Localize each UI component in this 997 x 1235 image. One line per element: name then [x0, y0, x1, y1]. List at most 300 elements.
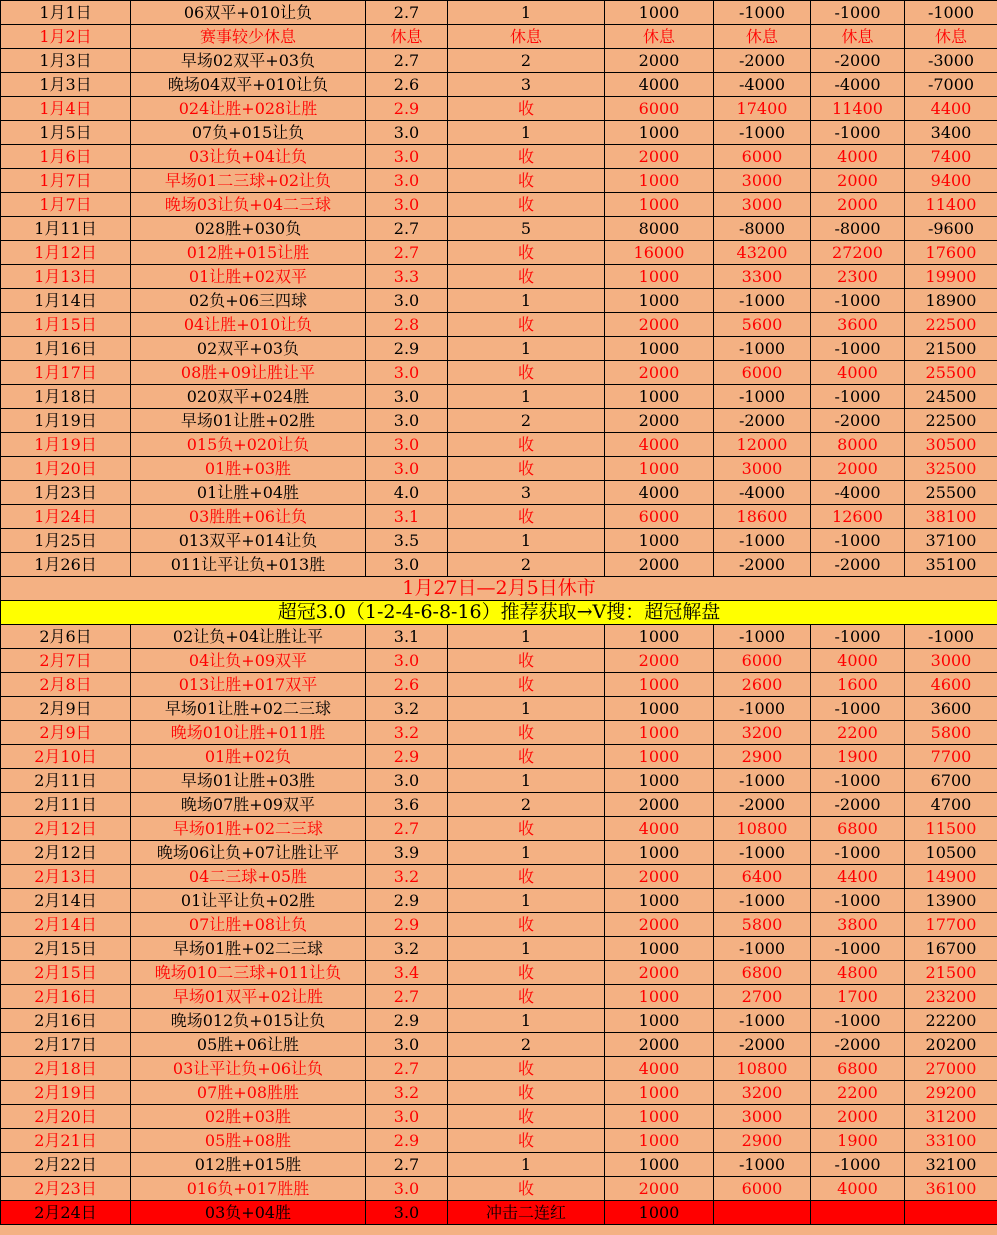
- table-row: [1, 937, 997, 961]
- cell-stake: 2000: [605, 145, 714, 169]
- cell-stake: 1000: [605, 1, 714, 25]
- cell-stake: 2000: [605, 913, 714, 937]
- cell-total: 27000: [905, 1057, 997, 1081]
- cell-total: -3000: [905, 49, 997, 73]
- cell-stake: 4000: [605, 817, 714, 841]
- cell-result: 10800: [714, 817, 811, 841]
- cell-total: 38100: [905, 505, 997, 529]
- table-row-pending: [1, 1201, 997, 1225]
- cell-odds: 3.0: [366, 649, 448, 673]
- cell-profit: 4800: [811, 961, 905, 985]
- cell-odds: 3.3: [366, 265, 448, 289]
- cell-stake-level: 1: [448, 769, 605, 793]
- cell-pick: 03让负+04让负: [131, 145, 366, 169]
- cell-pick: 03负+04胜: [131, 1201, 366, 1225]
- table-row: [1, 433, 997, 457]
- cell-result: -1000: [714, 769, 811, 793]
- cell-total: 17600: [905, 241, 997, 265]
- cell-pick: 早场01让胜+03胜: [131, 769, 366, 793]
- cell-total: -7000: [905, 73, 997, 97]
- cell-date: 2月14日: [1, 913, 131, 937]
- cell-result: 6000: [714, 649, 811, 673]
- cell-stake: 2000: [605, 553, 714, 577]
- cell-profit: 2000: [811, 457, 905, 481]
- cell-odds: 2.7: [366, 1057, 448, 1081]
- table-row: [1, 913, 997, 937]
- cell-pick: 晚场06让负+07让胜让平: [131, 841, 366, 865]
- cell-date: 2月19日: [1, 1081, 131, 1105]
- cell-stake: 2000: [605, 409, 714, 433]
- cell-profit: 6800: [811, 817, 905, 841]
- cell-result: 3000: [714, 457, 811, 481]
- cell-result: -8000: [714, 217, 811, 241]
- cell-odds: 3.2: [366, 721, 448, 745]
- cell-date: 2月9日: [1, 721, 131, 745]
- cell-pick: 晚场03让负+04二三球: [131, 193, 366, 217]
- table-row: [1, 481, 997, 505]
- cell-stake-level: 收: [448, 145, 605, 169]
- cell-date: 2月21日: [1, 1129, 131, 1153]
- cell-stake: 1000: [605, 1201, 714, 1225]
- cell-total: [905, 1201, 997, 1225]
- cell-pick: 早场01让胜+02胜: [131, 409, 366, 433]
- cell-stake-level: 收: [448, 913, 605, 937]
- cell-odds: 3.4: [366, 961, 448, 985]
- market-closed-notice: 1月27日—2月5日休市: [1, 577, 997, 601]
- cell-profit: -4000: [811, 481, 905, 505]
- cell-odds: 2.7: [366, 241, 448, 265]
- table-row: [1, 361, 997, 385]
- cell-profit: 4400: [811, 865, 905, 889]
- cell-odds: 2.9: [366, 97, 448, 121]
- cell-result: 休息: [714, 25, 811, 49]
- cell-date: 1月18日: [1, 385, 131, 409]
- cell-result: -2000: [714, 409, 811, 433]
- cell-result: -1000: [714, 625, 811, 649]
- cell-total: 14900: [905, 865, 997, 889]
- cell-stake: 1000: [605, 937, 714, 961]
- cell-odds: 2.9: [366, 1129, 448, 1153]
- cell-stake: 4000: [605, 481, 714, 505]
- cell-pick: 04让负+09双平: [131, 649, 366, 673]
- cell-stake: 1000: [605, 265, 714, 289]
- cell-stake-level: 3: [448, 73, 605, 97]
- table-row: [1, 625, 997, 649]
- cell-profit: -1000: [811, 529, 905, 553]
- cell-stake: 6000: [605, 97, 714, 121]
- table-row: [1, 217, 997, 241]
- cell-stake-level: 收: [448, 505, 605, 529]
- cell-stake-level: 收: [448, 1105, 605, 1129]
- cell-date: 2月12日: [1, 817, 131, 841]
- cell-stake-level: 收: [448, 193, 605, 217]
- table-row: [1, 97, 997, 121]
- cell-stake: 休息: [605, 25, 714, 49]
- cell-profit: -1000: [811, 289, 905, 313]
- cell-profit: 2200: [811, 721, 905, 745]
- cell-pick: 早场01双平+02让胜: [131, 985, 366, 1009]
- cell-pick: 05胜+06让胜: [131, 1033, 366, 1057]
- table-row: [1, 385, 997, 409]
- cell-pick: 01让胜+04胜: [131, 481, 366, 505]
- cell-stake: 1000: [605, 721, 714, 745]
- cell-odds: 2.7: [366, 985, 448, 1009]
- cell-total: 32500: [905, 457, 997, 481]
- table-row: [1, 265, 997, 289]
- table-row: [1, 457, 997, 481]
- cell-stake-level: 收: [448, 169, 605, 193]
- cell-result: [714, 1201, 811, 1225]
- cell-date: 2月13日: [1, 865, 131, 889]
- cell-odds: 3.0: [366, 1033, 448, 1057]
- cell-stake: 1000: [605, 169, 714, 193]
- cell-profit: 3600: [811, 313, 905, 337]
- cell-odds: 休息: [366, 25, 448, 49]
- cell-odds: 2.6: [366, 73, 448, 97]
- table-row: [1, 505, 997, 529]
- cell-date: 1月2日: [1, 25, 131, 49]
- cell-total: 10500: [905, 841, 997, 865]
- table-row: [1, 745, 997, 769]
- cell-pick: 晚场04双平+010让负: [131, 73, 366, 97]
- cell-odds: 2.9: [366, 913, 448, 937]
- cell-stake: 1000: [605, 769, 714, 793]
- cell-stake: 1000: [605, 697, 714, 721]
- table-row: [1, 1009, 997, 1033]
- cell-odds: 3.0: [366, 409, 448, 433]
- cell-odds: 3.0: [366, 1177, 448, 1201]
- cell-pick: 07负+015让负: [131, 121, 366, 145]
- cell-profit: -2000: [811, 793, 905, 817]
- cell-total: 22500: [905, 409, 997, 433]
- table-row: [1, 697, 997, 721]
- cell-stake-level: 收: [448, 1081, 605, 1105]
- cell-odds: 3.2: [366, 937, 448, 961]
- cell-total: 22200: [905, 1009, 997, 1033]
- cell-total: 5800: [905, 721, 997, 745]
- cell-profit: 休息: [811, 25, 905, 49]
- cell-stake-level: 收: [448, 361, 605, 385]
- cell-total: 36100: [905, 1177, 997, 1201]
- cell-total: -9600: [905, 217, 997, 241]
- cell-stake-level: 1: [448, 1153, 605, 1177]
- cell-odds: 3.2: [366, 1081, 448, 1105]
- cell-pick: 07让胜+08让负: [131, 913, 366, 937]
- cell-total: 23200: [905, 985, 997, 1009]
- cell-stake: 2000: [605, 361, 714, 385]
- cell-pick: 04二三球+05胜: [131, 865, 366, 889]
- cell-profit: -1000: [811, 1009, 905, 1033]
- table-row: [1, 1081, 997, 1105]
- table-row: [1, 313, 997, 337]
- cell-date: 2月8日: [1, 673, 131, 697]
- table-row: [1, 409, 997, 433]
- cell-pick: 06双平+010让负: [131, 1, 366, 25]
- cell-stake: 4000: [605, 1057, 714, 1081]
- cell-profit: 1600: [811, 673, 905, 697]
- cell-odds: 3.0: [366, 769, 448, 793]
- cell-profit: 1900: [811, 745, 905, 769]
- cell-result: 17400: [714, 97, 811, 121]
- cell-stake: 2000: [605, 49, 714, 73]
- cell-profit: 6800: [811, 1057, 905, 1081]
- cell-date: 1月12日: [1, 241, 131, 265]
- table-row: [1, 193, 997, 217]
- cell-stake-level: 1: [448, 625, 605, 649]
- table-row: [1, 961, 997, 985]
- table-row: [1, 1129, 997, 1153]
- cell-pick: 020双平+024胜: [131, 385, 366, 409]
- cell-date: 2月24日: [1, 1201, 131, 1225]
- cell-odds: 3.0: [366, 1105, 448, 1129]
- cell-odds: 3.2: [366, 697, 448, 721]
- cell-stake: 2000: [605, 1177, 714, 1201]
- cell-date: 2月20日: [1, 1105, 131, 1129]
- cell-pick: 012胜+015让胜: [131, 241, 366, 265]
- cell-stake-level: 2: [448, 793, 605, 817]
- table-row: [1, 985, 997, 1009]
- cell-odds: 3.2: [366, 865, 448, 889]
- cell-total: 11500: [905, 817, 997, 841]
- cell-profit: 4000: [811, 361, 905, 385]
- cell-stake-level: 收: [448, 313, 605, 337]
- cell-odds: 3.0: [366, 193, 448, 217]
- cell-date: 2月11日: [1, 769, 131, 793]
- cell-stake: 1000: [605, 289, 714, 313]
- cell-total: 3400: [905, 121, 997, 145]
- cell-profit: 12600: [811, 505, 905, 529]
- cell-profit: 8000: [811, 433, 905, 457]
- cell-pick: 晚场07胜+09双平: [131, 793, 366, 817]
- cell-stake-level: 收: [448, 433, 605, 457]
- cell-total: 3600: [905, 697, 997, 721]
- cell-total: 11400: [905, 193, 997, 217]
- cell-odds: 3.0: [366, 361, 448, 385]
- cell-date: 1月7日: [1, 193, 131, 217]
- cell-pick: 晚场010二三球+011让负: [131, 961, 366, 985]
- table-row: [1, 289, 997, 313]
- cell-total: 29200: [905, 1081, 997, 1105]
- cell-total: 9400: [905, 169, 997, 193]
- cell-pick: 01让平让负+02胜: [131, 889, 366, 913]
- cell-pick: 02双平+03负: [131, 337, 366, 361]
- cell-total: 30500: [905, 433, 997, 457]
- cell-total: 22500: [905, 313, 997, 337]
- cell-date: 2月10日: [1, 745, 131, 769]
- cell-date: 1月16日: [1, 337, 131, 361]
- cell-result: 3000: [714, 193, 811, 217]
- cell-pick: 02让负+04让胜让平: [131, 625, 366, 649]
- cell-total: 3000: [905, 649, 997, 673]
- cell-pick: 早场01让胜+02二三球: [131, 697, 366, 721]
- cell-total: 休息: [905, 25, 997, 49]
- cell-result: -1000: [714, 337, 811, 361]
- cell-profit: -2000: [811, 553, 905, 577]
- cell-stake: 1000: [605, 121, 714, 145]
- cell-date: 1月3日: [1, 49, 131, 73]
- table-row: [1, 1033, 997, 1057]
- cell-odds: 2.7: [366, 1, 448, 25]
- cell-pick: 赛事较少休息: [131, 25, 366, 49]
- cell-result: -1000: [714, 841, 811, 865]
- cell-stake-level: 休息: [448, 25, 605, 49]
- cell-odds: 3.0: [366, 289, 448, 313]
- table-body: [1, 1, 997, 1225]
- cell-stake-level: 2: [448, 1033, 605, 1057]
- cell-date: 2月12日: [1, 841, 131, 865]
- promo-banner-row: [1, 601, 997, 625]
- cell-total: 7700: [905, 745, 997, 769]
- cell-result: -1000: [714, 889, 811, 913]
- cell-result: -1000: [714, 385, 811, 409]
- cell-stake-level: 3: [448, 481, 605, 505]
- cell-date: 1月17日: [1, 361, 131, 385]
- cell-date: 1月7日: [1, 169, 131, 193]
- cell-stake: 1000: [605, 745, 714, 769]
- cell-date: 1月3日: [1, 73, 131, 97]
- cell-profit: 11400: [811, 97, 905, 121]
- cell-pick: 晚场012负+015让负: [131, 1009, 366, 1033]
- cell-odds: 3.9: [366, 841, 448, 865]
- cell-profit: 2000: [811, 1105, 905, 1129]
- cell-date: 1月23日: [1, 481, 131, 505]
- cell-stake: 1000: [605, 841, 714, 865]
- cell-stake-level: 收: [448, 241, 605, 265]
- cell-total: 21500: [905, 961, 997, 985]
- cell-total: 25500: [905, 361, 997, 385]
- cell-stake-level: 收: [448, 961, 605, 985]
- cell-profit: 2300: [811, 265, 905, 289]
- cell-result: 43200: [714, 241, 811, 265]
- cell-stake: 1000: [605, 1129, 714, 1153]
- table-row: [1, 1105, 997, 1129]
- cell-stake: 6000: [605, 505, 714, 529]
- table-row: [1, 121, 997, 145]
- table-row: [1, 529, 997, 553]
- cell-profit: -1000: [811, 337, 905, 361]
- cell-odds: 2.9: [366, 337, 448, 361]
- cell-profit: -1000: [811, 889, 905, 913]
- cell-odds: 3.0: [366, 1201, 448, 1225]
- cell-pick: 01让胜+02双平: [131, 265, 366, 289]
- cell-pick: 08胜+09让胜让平: [131, 361, 366, 385]
- cell-odds: 3.5: [366, 529, 448, 553]
- cell-total: 21500: [905, 337, 997, 361]
- cell-stake: 1000: [605, 889, 714, 913]
- cell-stake: 1000: [605, 673, 714, 697]
- cell-result: 2600: [714, 673, 811, 697]
- cell-profit: 4000: [811, 145, 905, 169]
- cell-stake: 2000: [605, 1033, 714, 1057]
- cell-result: -1000: [714, 529, 811, 553]
- cell-pick: 01胜+03胜: [131, 457, 366, 481]
- cell-pick: 早场01二三球+02让负: [131, 169, 366, 193]
- table-row: [1, 793, 997, 817]
- cell-pick: 02胜+03胜: [131, 1105, 366, 1129]
- cell-pick: 012胜+015胜: [131, 1153, 366, 1177]
- cell-stake-level: 1: [448, 337, 605, 361]
- cell-result: -1000: [714, 697, 811, 721]
- cell-stake-level: 1: [448, 841, 605, 865]
- promo-banner-text: 超冠3.0（1-2-4-6-8-16）推荐获取→V搜：超冠解盘: [1, 601, 997, 625]
- cell-date: 2月15日: [1, 937, 131, 961]
- cell-date: 1月4日: [1, 97, 131, 121]
- cell-result: -2000: [714, 793, 811, 817]
- table-row: [1, 169, 997, 193]
- table-row: [1, 769, 997, 793]
- cell-odds: 2.7: [366, 1153, 448, 1177]
- table-row: [1, 25, 997, 49]
- cell-profit: -2000: [811, 1033, 905, 1057]
- cell-result: -1000: [714, 289, 811, 313]
- cell-result: -2000: [714, 1033, 811, 1057]
- cell-odds: 2.6: [366, 673, 448, 697]
- cell-stake-level: 收: [448, 265, 605, 289]
- table-row: [1, 553, 997, 577]
- table-row: [1, 865, 997, 889]
- cell-stake: 4000: [605, 73, 714, 97]
- cell-pick: 04让胜+010让负: [131, 313, 366, 337]
- cell-total: 19900: [905, 265, 997, 289]
- cell-pick: 024让胜+028让胜: [131, 97, 366, 121]
- cell-date: 1月11日: [1, 217, 131, 241]
- cell-date: 2月9日: [1, 697, 131, 721]
- cell-odds: 3.0: [366, 121, 448, 145]
- cell-result: 2700: [714, 985, 811, 1009]
- cell-pick: 03胜胜+06让负: [131, 505, 366, 529]
- cell-stake: 16000: [605, 241, 714, 265]
- cell-result: -1000: [714, 1009, 811, 1033]
- cell-result: 12000: [714, 433, 811, 457]
- cell-odds: 2.9: [366, 1009, 448, 1033]
- cell-profit: -1000: [811, 1, 905, 25]
- cell-stake-level: 收: [448, 673, 605, 697]
- cell-stake: 2000: [605, 649, 714, 673]
- table-row: [1, 145, 997, 169]
- cell-result: 3200: [714, 721, 811, 745]
- cell-stake: 8000: [605, 217, 714, 241]
- cell-total: -1000: [905, 1, 997, 25]
- cell-date: 2月16日: [1, 985, 131, 1009]
- cell-pick: 早场01胜+02二三球: [131, 937, 366, 961]
- cell-date: 2月7日: [1, 649, 131, 673]
- table-row: [1, 889, 997, 913]
- cell-stake: 1000: [605, 625, 714, 649]
- cell-odds: 3.0: [366, 385, 448, 409]
- cell-stake-level: 收: [448, 97, 605, 121]
- cell-result: 6000: [714, 145, 811, 169]
- cell-stake: 2000: [605, 793, 714, 817]
- cell-result: -1000: [714, 1, 811, 25]
- cell-stake: 1000: [605, 1105, 714, 1129]
- cell-result: 3000: [714, 169, 811, 193]
- cell-total: 24500: [905, 385, 997, 409]
- cell-stake-level: 1: [448, 697, 605, 721]
- cell-profit: -1000: [811, 769, 905, 793]
- table-row: [1, 1153, 997, 1177]
- cell-profit: 1700: [811, 985, 905, 1009]
- cell-date: 1月24日: [1, 505, 131, 529]
- cell-profit: -8000: [811, 217, 905, 241]
- cell-odds: 3.0: [366, 457, 448, 481]
- cell-odds: 2.9: [366, 889, 448, 913]
- table-row: [1, 841, 997, 865]
- cell-result: 6000: [714, 361, 811, 385]
- cell-profit: 3800: [811, 913, 905, 937]
- table-row: [1, 49, 997, 73]
- cell-total: 6700: [905, 769, 997, 793]
- table-row: [1, 1, 997, 25]
